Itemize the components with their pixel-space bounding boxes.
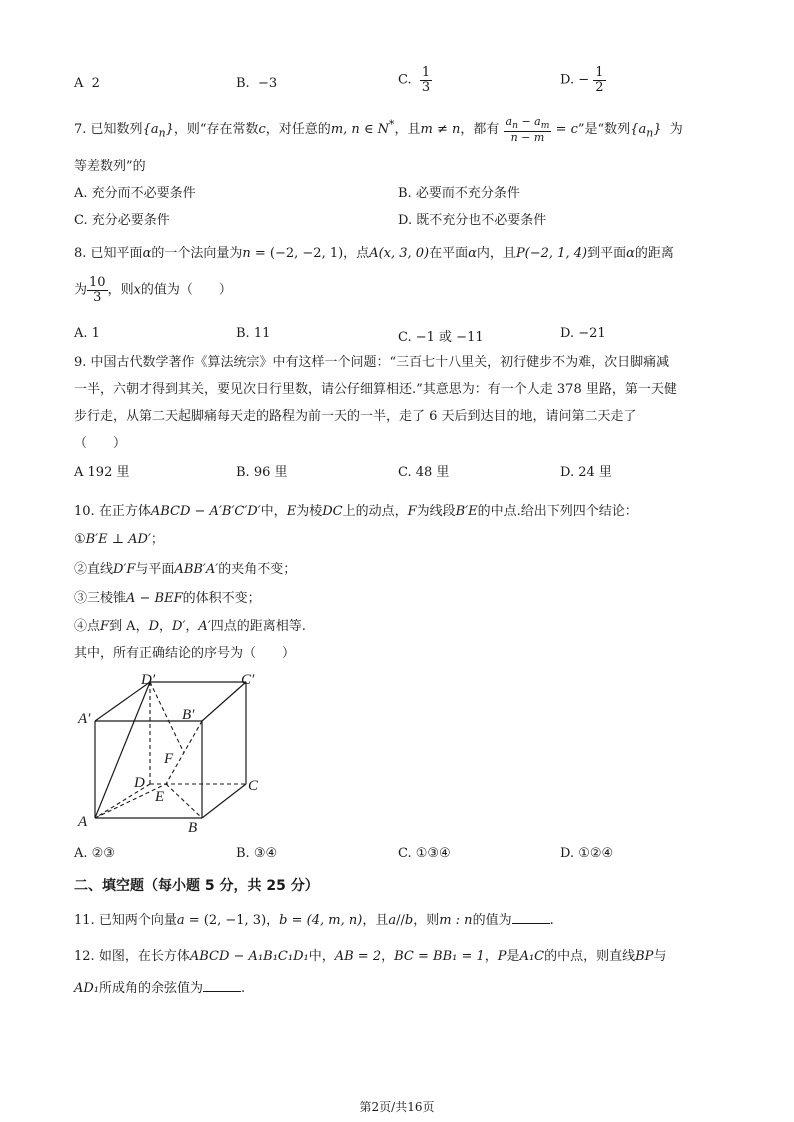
q6-option-d-label: D.	[560, 72, 575, 88]
q7-star: *	[389, 117, 395, 131]
q6-option-c-den: 3	[421, 79, 431, 95]
q7-line1	[74, 116, 683, 143]
q11-number: 11.	[74, 913, 95, 928]
q8-alpha-3: α	[626, 246, 635, 261]
q10-c1-mark: ①	[74, 532, 86, 547]
q8-point-p: P(−2, 1, 4)	[515, 246, 588, 261]
q7-seq2-sub: n	[646, 126, 654, 140]
q12-text-3: ，	[484, 949, 498, 964]
q7-text-1: 已知数列	[90, 122, 143, 138]
q8-line1	[74, 242, 674, 261]
q10-c3-end: 的体积不变；	[182, 591, 261, 606]
label-d: D	[134, 775, 145, 791]
q7-seq-2	[630, 122, 662, 140]
q6-option-c	[398, 66, 432, 94]
q8-option-d: D. −21	[560, 326, 606, 341]
label-c-prime: C′	[241, 672, 255, 688]
q10-line1	[74, 500, 638, 519]
q11-end: .	[549, 913, 554, 928]
q6-option-b-value: −3	[257, 76, 278, 91]
q10-conclusion-2	[74, 558, 296, 577]
q7-option-a: A. 充分而不必要条件	[74, 186, 196, 201]
q10-c2-line: D′F	[113, 562, 136, 577]
edge-b-c	[202, 784, 246, 818]
q8-distance-fraction	[87, 276, 108, 304]
segment-dp-f	[150, 682, 184, 753]
q7-text-5: ，都有	[460, 122, 500, 138]
q10-c1-expr: B′E ⊥ AD′	[85, 532, 151, 547]
q7-number: 7.	[74, 122, 87, 138]
q6-option-a-label: A	[74, 76, 84, 91]
q7-frac-sub-m: m	[540, 120, 550, 132]
q11-vector-a: a	[176, 913, 185, 928]
q9-option-d: D. 24 里	[560, 465, 612, 480]
q10-text-1: 在正方体	[98, 504, 151, 519]
edge-bp-cp	[202, 682, 246, 721]
label-f: F	[164, 751, 174, 767]
q7-text-2: ，则“存在常数	[173, 122, 259, 138]
q9-line3: 步行走，从第二天起脚痛每天走的路程为前一天的一半，走了 6 天后到达目的地，请问第二天走了	[74, 409, 637, 424]
q11-answer-blank[interactable]	[512, 911, 550, 924]
q8-text-7: 的距离	[634, 246, 674, 261]
label-c: C	[248, 778, 259, 794]
q8-text-1: 已知平面	[90, 246, 143, 261]
q12-line2	[74, 977, 245, 996]
q10-c2-end: 的夹角不变；	[218, 562, 297, 577]
q10-e: E	[286, 504, 297, 519]
q7-seq2-a: {a	[630, 122, 647, 138]
q7-const-c: c	[258, 122, 266, 138]
q8-line2	[74, 276, 232, 304]
q10-conclusion-1	[74, 528, 164, 547]
q9-line4: （ ）	[74, 436, 127, 451]
q11-text-4: 的值为	[472, 913, 512, 928]
q8-vector-n: n	[242, 246, 251, 261]
q12-a1c: A₁C	[519, 949, 545, 964]
q10-c4-mid: 到 A，	[109, 619, 149, 634]
q12-number: 12.	[74, 949, 95, 964]
q10-f: F	[407, 504, 417, 519]
q7-frac-sub-n: n	[512, 120, 518, 132]
q9-option-a: A 192 里	[74, 465, 130, 480]
q8-x: x	[133, 282, 141, 298]
q7-fraction	[504, 116, 552, 143]
q12-text-4: 是	[506, 949, 520, 964]
q7-seq-close: }	[165, 122, 174, 138]
label-a: A	[78, 814, 88, 830]
q7-eq: = c	[551, 122, 578, 138]
q6-option-d	[560, 66, 606, 94]
q12-ad1: AD₁	[74, 981, 100, 996]
q8-line2-pre: 为	[74, 282, 88, 298]
q7-mn: m, n ∈ N	[330, 122, 390, 138]
q12-line1	[74, 945, 666, 964]
q6-option-a-value: 2	[91, 76, 100, 91]
q10-c4-sep1: ，	[159, 619, 173, 634]
q10-conclusion-3	[74, 587, 261, 606]
q7-text-4: ，且	[394, 122, 421, 138]
q8-option-b: B. 11	[236, 326, 271, 341]
label-e: E	[155, 789, 165, 805]
q10-c4-end: 四点的距离相等.	[210, 619, 306, 634]
q6-option-d-num: 1	[595, 65, 604, 80]
q8-point-a: A(x, 3, 0)	[369, 246, 430, 261]
q7-seq2-close: }	[653, 122, 662, 138]
q8-alpha-2: α	[468, 246, 477, 261]
page-footer: 第2页/共16页	[359, 1100, 435, 1114]
q11-par-a: a	[388, 913, 397, 928]
q6-option-d-fraction	[593, 66, 605, 94]
q10-option-b: B. ③④	[236, 846, 278, 861]
q8-alpha-1: α	[142, 246, 152, 261]
q10-c3-pre: ③三棱锥	[74, 591, 127, 606]
q8-number: 8.	[74, 246, 87, 261]
q10-text-3: 为棱	[296, 504, 323, 519]
segment-dp-a	[95, 682, 150, 818]
q10-c4-f: F	[100, 619, 110, 634]
q11-text-2: ，且	[362, 913, 389, 928]
q6-option-d-den: 2	[595, 79, 604, 95]
q12-text-1: 如图，在长方体	[98, 949, 190, 964]
q7-frac-num-a: a	[505, 115, 513, 128]
q10-number: 10.	[74, 504, 95, 519]
q7-frac-den: n − m	[510, 130, 545, 144]
q11-line	[74, 909, 554, 928]
q8-text-4: 在平面	[429, 246, 469, 261]
q12-text-5: 的中点，则直线	[544, 949, 636, 964]
q12-text-7: 所成角的余弦值为	[99, 981, 204, 996]
q10-option-d: D. ①②④	[560, 846, 614, 861]
q9-option-c: C. 48 里	[398, 465, 450, 480]
q9-line1: 9. 中国古代数学著作《算法统宗》中有这样一个问题：“三百七十八里关，初行健步不为难，次日脚痛减	[74, 355, 670, 370]
q10-question: 其中，所有正确结论的序号为（ ）	[74, 646, 296, 661]
q10-dc: DC	[322, 504, 343, 519]
q9-option-b: B. 96 里	[236, 465, 288, 480]
q8-vector-value: = (−2, −2, 1)	[254, 246, 344, 261]
q10-c2-pre: ②直线	[74, 562, 114, 577]
q8-text-3: ，点	[343, 246, 370, 261]
label-a-prime: A′	[78, 711, 91, 727]
q12-text-2: 中，	[308, 949, 335, 964]
q10-text-2: 中，	[260, 504, 287, 519]
q10-cube: ABCD − A′B′C′D′	[150, 504, 261, 519]
q10-conclusion-4	[74, 615, 306, 634]
segment-e-b	[166, 784, 202, 818]
q10-c2-mid: 与平面	[135, 562, 175, 577]
q10-be: B′E	[455, 504, 478, 519]
q11-ratio: m : n	[439, 913, 473, 928]
q7-text-7: 为	[669, 122, 683, 138]
q6-option-b-label: B.	[236, 76, 250, 91]
q7-seq-a: {a	[142, 122, 159, 138]
q7-text-3: ，对任意的	[265, 122, 331, 138]
q11-par-b: b	[404, 913, 414, 928]
q7-mneq: m ≠ n	[420, 122, 461, 138]
q6-option-b	[236, 76, 277, 91]
q12-end: .	[241, 981, 246, 996]
q7-option-b: B. 必要而不充分条件	[398, 186, 520, 201]
section-2-title: 二、填空题（每小题 5 分，共 25 分）	[74, 878, 319, 894]
q6-option-d-sign: −	[578, 72, 590, 88]
q10-c3-tet: A − BEF	[126, 591, 183, 606]
q7-frac-num-mid: − a	[517, 115, 541, 128]
q12-ab: AB = 2	[334, 949, 382, 964]
q10-text-4: 上的动点，	[342, 504, 408, 519]
q10-option-a: A. ②③	[74, 846, 115, 861]
q7-seq-sub: n	[158, 126, 166, 140]
q7-seq	[142, 122, 174, 140]
q8-text-2: 的一个法向量为	[151, 246, 243, 261]
q11-sep: ，	[266, 913, 280, 928]
q11-a-value: = (2, −1, 3)	[188, 913, 267, 928]
q8-line2-end: 的值为（ ）	[140, 282, 232, 298]
q8-text-6: 到平面	[587, 246, 627, 261]
q10-c2-plane: ABB′A′	[174, 562, 219, 577]
q11-vector-b: b	[279, 913, 288, 928]
q10-option-c: C. ①③④	[398, 846, 451, 861]
q10-text-6: 的中点.给出下列四个结论：	[477, 504, 638, 519]
label-d-prime: D′	[141, 672, 156, 688]
q7-frac-num	[504, 116, 552, 132]
q8-dist-num: 10	[89, 275, 106, 290]
q7-option-d: D. 既不充分也不必要条件	[398, 213, 547, 228]
q6-option-c-num: 1	[421, 65, 431, 80]
q12-sep: ，	[381, 949, 395, 964]
q12-answer-blank[interactable]	[203, 979, 241, 992]
q12-box: ABCD − A₁B₁C₁D₁	[189, 949, 309, 964]
q10-c4-ap: A′	[198, 619, 211, 634]
q12-text-6: 与	[653, 949, 667, 964]
q11-text-1: 已知两个向量	[98, 913, 177, 928]
q6-option-a	[74, 76, 100, 91]
q12-p: P	[497, 949, 507, 964]
q10-c4-dp: D′	[172, 619, 186, 634]
q7-line2: 等差数列”的	[74, 159, 146, 174]
q11-parallel: //	[396, 913, 405, 928]
q10-cube-figure	[74, 668, 274, 840]
q6-option-c-fraction	[420, 66, 432, 94]
q10-c4-sep2: ，	[185, 619, 199, 634]
label-b: B	[188, 820, 198, 836]
q10-text-5: 为线段	[416, 504, 456, 519]
q8-option-c: C. −1 或 −11	[398, 330, 484, 345]
q8-option-a: A. 1	[74, 326, 100, 341]
q9-line2: 一半，六朝才得到其关，要见次日行里数，请公仔细算相还.”其意思为：有一个人走 378 里路，第一天健	[74, 382, 677, 397]
q8-line2-post: ，则	[107, 282, 134, 298]
q10-c4-d: D	[148, 619, 160, 634]
q12-bp: BP	[635, 949, 654, 964]
q7-text-6: ”是“数列	[577, 122, 631, 138]
q11-b-value: = (4, m, n)	[291, 913, 363, 928]
q10-c4-pre: ④点	[74, 619, 101, 634]
q10-c1-end: ；	[150, 532, 164, 547]
q8-text-5: 内，且	[476, 246, 516, 261]
q12-bc: BC = BB₁ = 1	[394, 949, 485, 964]
q11-text-3: ，则	[413, 913, 440, 928]
q7-option-c: C. 充分必要条件	[74, 213, 170, 228]
q8-dist-den: 3	[93, 289, 102, 305]
q6-option-c-label: C.	[398, 72, 412, 88]
label-b-prime: B′	[182, 707, 195, 723]
